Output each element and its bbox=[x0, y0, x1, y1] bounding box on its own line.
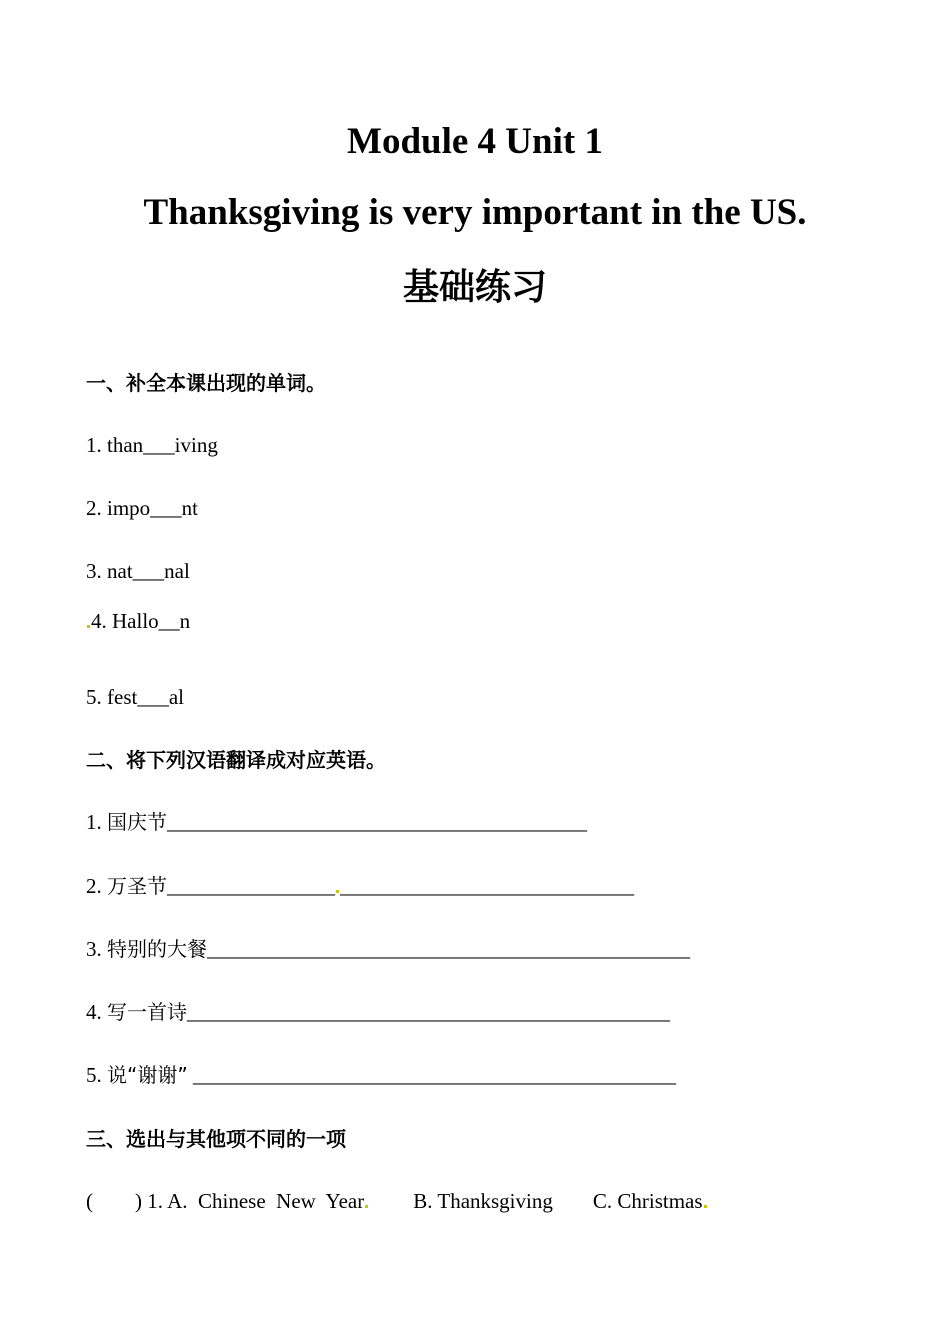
section1-item-3: 3. nat___nal bbox=[86, 559, 190, 583]
item-number: 1. bbox=[86, 810, 107, 834]
item-number: 5. bbox=[86, 1063, 107, 1087]
title-practice: 基础练习 bbox=[402, 267, 547, 308]
answer-blank: ________________ bbox=[167, 874, 335, 898]
section2-item-5 bbox=[86, 1061, 676, 1089]
answer-blank: ________________________________________ bbox=[167, 810, 587, 834]
answer-blank: ______________________________________________ bbox=[187, 1000, 670, 1024]
answer-blank: ______________________________________________ bbox=[187, 1063, 676, 1087]
title-lesson: Thanksgiving is very important in the US. bbox=[143, 192, 807, 233]
section3-item-1 bbox=[86, 1187, 708, 1215]
item-chinese: 特别的大餐 bbox=[107, 937, 207, 961]
item-number: 2. bbox=[86, 874, 107, 898]
item-chinese: 说“谢谢” bbox=[107, 1063, 188, 1087]
item-number: 3. bbox=[86, 937, 107, 961]
section2-item-4 bbox=[86, 998, 670, 1026]
answer-blank-2: ____________________________ bbox=[340, 874, 634, 898]
section2-heading: 二、将下列汉语翻译成对应英语。 bbox=[86, 748, 386, 772]
section1-item-4-text: 4. Hallo__n bbox=[91, 609, 191, 633]
answer-blank: ______________________________________________ bbox=[207, 937, 690, 961]
marker-dot bbox=[704, 1205, 707, 1208]
section2-item-2 bbox=[86, 872, 634, 900]
marker-dot bbox=[336, 890, 339, 893]
item-chinese: 万圣节 bbox=[107, 874, 167, 898]
section2-item-3 bbox=[86, 935, 690, 963]
section2-item-1 bbox=[86, 808, 587, 836]
item-number: 4. bbox=[86, 1000, 107, 1024]
option-c: C. Christmas bbox=[592, 1189, 703, 1213]
item-chinese: 写一首诗 bbox=[107, 1000, 187, 1024]
marker-dot bbox=[87, 625, 90, 628]
section1-heading: 一、补全本课出现的单词。 bbox=[86, 371, 326, 395]
item-chinese: 国庆节 bbox=[107, 810, 167, 834]
option-b: B. Thanksgiving bbox=[413, 1189, 553, 1213]
section1-item-1: 1. than___iving bbox=[86, 433, 218, 457]
marker-dot bbox=[365, 1205, 368, 1208]
title-module: Module 4 Unit 1 bbox=[347, 121, 603, 162]
section1-item-4 bbox=[86, 607, 190, 635]
section1-item-5: 5. fest___al bbox=[86, 685, 184, 709]
section3-heading: 三、选出与其他项不同的一项 bbox=[86, 1127, 346, 1151]
option-a: A. Chinese New Year bbox=[167, 1189, 365, 1213]
section1-item-2: 2. impo___nt bbox=[86, 496, 199, 520]
answer-parentheses: ( ) 1. bbox=[86, 1189, 168, 1213]
